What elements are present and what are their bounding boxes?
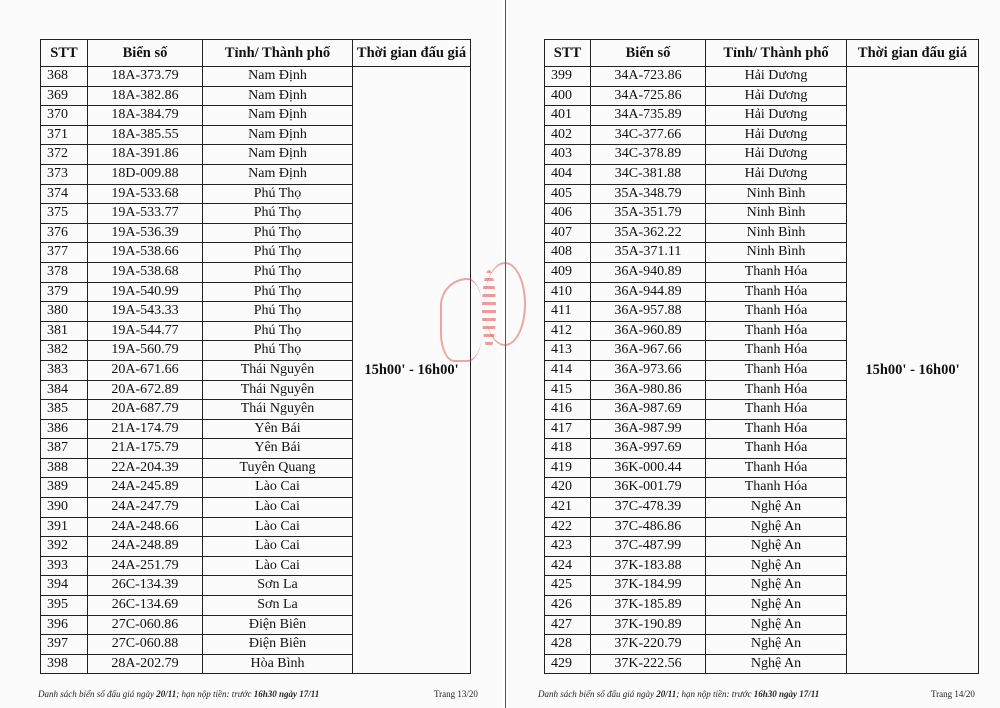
plate-cell: 24A-245.89 [88,478,203,498]
plate-cell: 37K-183.88 [591,556,706,576]
province-cell: Lào Cai [203,517,353,537]
province-cell: Điện Biên [203,635,353,655]
province-cell: Phú Thọ [203,302,353,322]
province-cell: Tuyên Quang [203,458,353,478]
stt-cell: 401 [545,106,591,126]
stt-cell: 378 [41,262,88,282]
plate-cell: 34A-723.86 [591,67,706,87]
table-header-row [545,40,979,67]
plate-cell: 37K-220.79 [591,635,706,655]
stt-cell: 392 [41,537,88,557]
province-cell: Thanh Hóa [706,341,847,361]
plate-cell: 26C-134.69 [88,596,203,616]
province-cell: Ninh Bình [706,184,847,204]
stt-cell: 424 [545,556,591,576]
stt-cell: 379 [41,282,88,302]
province-cell: Thái Nguyên [203,380,353,400]
plate-cell: 20A-672.89 [88,380,203,400]
province-cell: Phú Thọ [203,204,353,224]
plate-cell: 22A-204.39 [88,458,203,478]
stt-cell: 418 [545,439,591,459]
stt-cell: 386 [41,419,88,439]
province-cell: Hải Dương [706,86,847,106]
page-right [505,0,1000,708]
plate-cell: 37C-487.99 [591,537,706,557]
plate-cell: 18D-009.88 [88,164,203,184]
plate-cell: 20A-671.66 [88,360,203,380]
stt-cell: 380 [41,302,88,322]
plate-cell: 36A-973.66 [591,360,706,380]
province-cell: Lào Cai [203,556,353,576]
plate-cell: 37C-486.86 [591,517,706,537]
plate-cell: 36A-960.89 [591,321,706,341]
plate-cell: 34C-381.88 [591,164,706,184]
plate-cell: 37K-190.89 [591,615,706,635]
stt-cell: 373 [41,164,88,184]
province-cell: Thanh Hóa [706,360,847,380]
plate-cell: 36A-940.89 [591,262,706,282]
red-stamp-mark [440,278,482,362]
province-cell: Nam Định [203,106,353,126]
stt-cell: 377 [41,243,88,263]
footer-note [538,689,819,699]
plate-cell: 34C-377.66 [591,125,706,145]
stt-cell: 393 [41,556,88,576]
plate-cell: 19A-544.77 [88,321,203,341]
province-cell: Lào Cai [203,478,353,498]
header-province: Tỉnh/ Thành phố [706,40,847,67]
stt-cell: 376 [41,223,88,243]
plate-cell: 27C-060.86 [88,615,203,635]
stt-cell: 417 [545,419,591,439]
stt-cell: 374 [41,184,88,204]
plate-cell: 34C-378.89 [591,145,706,165]
stt-cell: 423 [545,537,591,557]
province-cell: Nghệ An [706,654,847,674]
province-cell: Nam Định [203,86,353,106]
plate-cell: 18A-373.79 [88,67,203,87]
stt-cell: 411 [545,302,591,322]
header-stt: STT [41,40,88,67]
province-cell: Hải Dương [706,67,847,87]
province-cell: Phú Thọ [203,223,353,243]
plate-cell: 36A-957.88 [591,302,706,322]
footer-deadline: 16h30 ngày 17/11 [753,689,820,699]
plate-cell: 35A-362.22 [591,223,706,243]
plate-cell: 18A-385.55 [88,125,203,145]
table-body-right [545,67,979,674]
stt-cell: 385 [41,400,88,420]
stt-cell: 381 [41,321,88,341]
province-cell: Thanh Hóa [706,380,847,400]
stt-cell: 394 [41,576,88,596]
plate-cell: 36A-980.86 [591,380,706,400]
plate-cell: 36A-987.69 [591,400,706,420]
province-cell: Sơn La [203,576,353,596]
province-cell: Phú Thọ [203,341,353,361]
stt-cell: 388 [41,458,88,478]
stt-cell: 369 [41,86,88,106]
plate-cell: 24A-248.89 [88,537,203,557]
province-cell: Hải Dương [706,106,847,126]
plate-cell: 21A-175.79 [88,439,203,459]
plate-cell: 36A-967.66 [591,341,706,361]
province-cell: Nghệ An [706,556,847,576]
stt-cell: 400 [545,86,591,106]
stt-cell: 384 [41,380,88,400]
province-cell: Thanh Hóa [706,321,847,341]
header-plate: Biển số [591,40,706,67]
province-cell: Ninh Bình [706,204,847,224]
stt-cell: 370 [41,106,88,126]
plate-cell: 19A-543.33 [88,302,203,322]
footer-date: 20/11 [156,689,177,699]
footer-note [38,689,319,699]
stt-cell: 399 [545,67,591,87]
header-time: Thời gian đấu giá [847,40,979,67]
header-stt: STT [545,40,591,67]
stt-cell: 414 [545,360,591,380]
province-cell: Nghệ An [706,576,847,596]
stt-cell: 412 [545,321,591,341]
plate-cell: 18A-384.79 [88,106,203,126]
stt-cell: 383 [41,360,88,380]
plate-cell: 18A-382.86 [88,86,203,106]
plate-cell: 18A-391.86 [88,145,203,165]
plate-cell: 19A-538.68 [88,262,203,282]
stt-cell: 371 [41,125,88,145]
plate-cell: 27C-060.88 [88,635,203,655]
province-cell: Nghệ An [706,635,847,655]
table-body-left [41,67,471,674]
province-cell: Điện Biên [203,615,353,635]
auction-table-left [40,39,471,674]
province-cell: Nghệ An [706,615,847,635]
header-time: Thời gian đấu giá [353,40,471,67]
province-cell: Hải Dương [706,164,847,184]
plate-cell: 36A-987.99 [591,419,706,439]
stt-cell: 397 [41,635,88,655]
stt-cell: 421 [545,498,591,518]
plate-cell: 34A-735.89 [591,106,706,126]
table-header-row [41,40,471,67]
plate-cell: 36A-944.89 [591,282,706,302]
province-cell: Phú Thọ [203,262,353,282]
stt-cell: 410 [545,282,591,302]
province-cell: Hòa Bình [203,654,353,674]
province-cell: Phú Thọ [203,243,353,263]
page-number: Trang 14/20 [931,689,975,699]
stt-cell: 413 [545,341,591,361]
plate-cell: 24A-248.66 [88,517,203,537]
stt-cell: 375 [41,204,88,224]
stt-cell: 389 [41,478,88,498]
stt-cell: 428 [545,635,591,655]
plate-cell: 34A-725.86 [591,86,706,106]
province-cell: Thanh Hóa [706,262,847,282]
plate-cell: 28A-202.79 [88,654,203,674]
table-row [545,67,979,87]
auction-table-right [544,39,979,674]
plate-cell: 37K-184.99 [591,576,706,596]
page-number: Trang 13/20 [434,689,478,699]
province-cell: Lào Cai [203,537,353,557]
plate-cell: 35A-351.79 [591,204,706,224]
plate-cell: 26C-134.39 [88,576,203,596]
province-cell: Nghệ An [706,596,847,616]
province-cell: Thanh Hóa [706,302,847,322]
footer-mid: ; hạn nộp tiền: trước [676,689,754,699]
red-stamp-mark [484,262,526,346]
plate-cell: 36A-997.69 [591,439,706,459]
plate-cell: 24A-247.79 [88,498,203,518]
stt-cell: 407 [545,223,591,243]
footer-date: 20/11 [656,689,677,699]
stt-cell: 409 [545,262,591,282]
province-cell: Thanh Hóa [706,458,847,478]
province-cell: Sơn La [203,596,353,616]
stt-cell: 426 [545,596,591,616]
plate-cell: 19A-538.66 [88,243,203,263]
stt-cell: 416 [545,400,591,420]
plate-cell: 36K-001.79 [591,478,706,498]
footer-prefix: Danh sách biển số đấu giá ngày [538,689,657,699]
province-cell: Yên Bái [203,419,353,439]
stt-cell: 396 [41,615,88,635]
stt-cell: 427 [545,615,591,635]
plate-cell: 35A-348.79 [591,184,706,204]
province-cell: Nghệ An [706,498,847,518]
province-cell: Thanh Hóa [706,282,847,302]
plate-cell: 19A-533.77 [88,204,203,224]
time-slot-cell: 15h00' - 16h00' [353,67,471,674]
stt-cell: 390 [41,498,88,518]
province-cell: Thanh Hóa [706,439,847,459]
province-cell: Thanh Hóa [706,419,847,439]
province-cell: Phú Thọ [203,184,353,204]
stt-cell: 391 [41,517,88,537]
province-cell: Thái Nguyên [203,400,353,420]
plate-cell: 36K-000.44 [591,458,706,478]
province-cell: Lào Cai [203,498,353,518]
province-cell: Thanh Hóa [706,478,847,498]
province-cell: Ninh Bình [706,243,847,263]
stt-cell: 406 [545,204,591,224]
stt-cell: 372 [41,145,88,165]
stt-cell: 429 [545,654,591,674]
plate-cell: 20A-687.79 [88,400,203,420]
footer-prefix: Danh sách biển số đấu giá ngày [38,689,157,699]
plate-cell: 19A-533.68 [88,184,203,204]
plate-cell: 19A-540.99 [88,282,203,302]
stt-cell: 402 [545,125,591,145]
footer-mid: ; hạn nộp tiền: trước [176,689,254,699]
stt-cell: 419 [545,458,591,478]
province-cell: Ninh Bình [706,223,847,243]
province-cell: Nam Định [203,164,353,184]
stt-cell: 408 [545,243,591,263]
province-cell: Hải Dương [706,145,847,165]
stt-cell: 404 [545,164,591,184]
stt-cell: 387 [41,439,88,459]
stt-cell: 425 [545,576,591,596]
stt-cell: 368 [41,67,88,87]
stt-cell: 405 [545,184,591,204]
time-slot-cell: 15h00' - 16h00' [847,67,979,674]
stt-cell: 422 [545,517,591,537]
province-cell: Thái Nguyên [203,360,353,380]
table-row [41,67,471,87]
plate-cell: 37C-478.39 [591,498,706,518]
plate-cell: 35A-371.11 [591,243,706,263]
province-cell: Phú Thọ [203,282,353,302]
footer-deadline: 16h30 ngày 17/11 [253,689,320,699]
plate-cell: 24A-251.79 [88,556,203,576]
header-province: Tỉnh/ Thành phố [203,40,353,67]
province-cell: Nam Định [203,125,353,145]
province-cell: Nam Định [203,67,353,87]
plate-cell: 19A-560.79 [88,341,203,361]
province-cell: Thanh Hóa [706,400,847,420]
province-cell: Nghệ An [706,537,847,557]
plate-cell: 19A-536.39 [88,223,203,243]
plate-cell: 37K-222.56 [591,654,706,674]
plate-cell: 21A-174.79 [88,419,203,439]
stt-cell: 398 [41,654,88,674]
province-cell: Hải Dương [706,125,847,145]
stt-cell: 420 [545,478,591,498]
stt-cell: 403 [545,145,591,165]
province-cell: Nam Định [203,145,353,165]
stt-cell: 382 [41,341,88,361]
stt-cell: 415 [545,380,591,400]
stt-cell: 395 [41,596,88,616]
plate-cell: 37K-185.89 [591,596,706,616]
province-cell: Yên Bái [203,439,353,459]
province-cell: Phú Thọ [203,321,353,341]
header-plate: Biển số [88,40,203,67]
province-cell: Nghệ An [706,517,847,537]
